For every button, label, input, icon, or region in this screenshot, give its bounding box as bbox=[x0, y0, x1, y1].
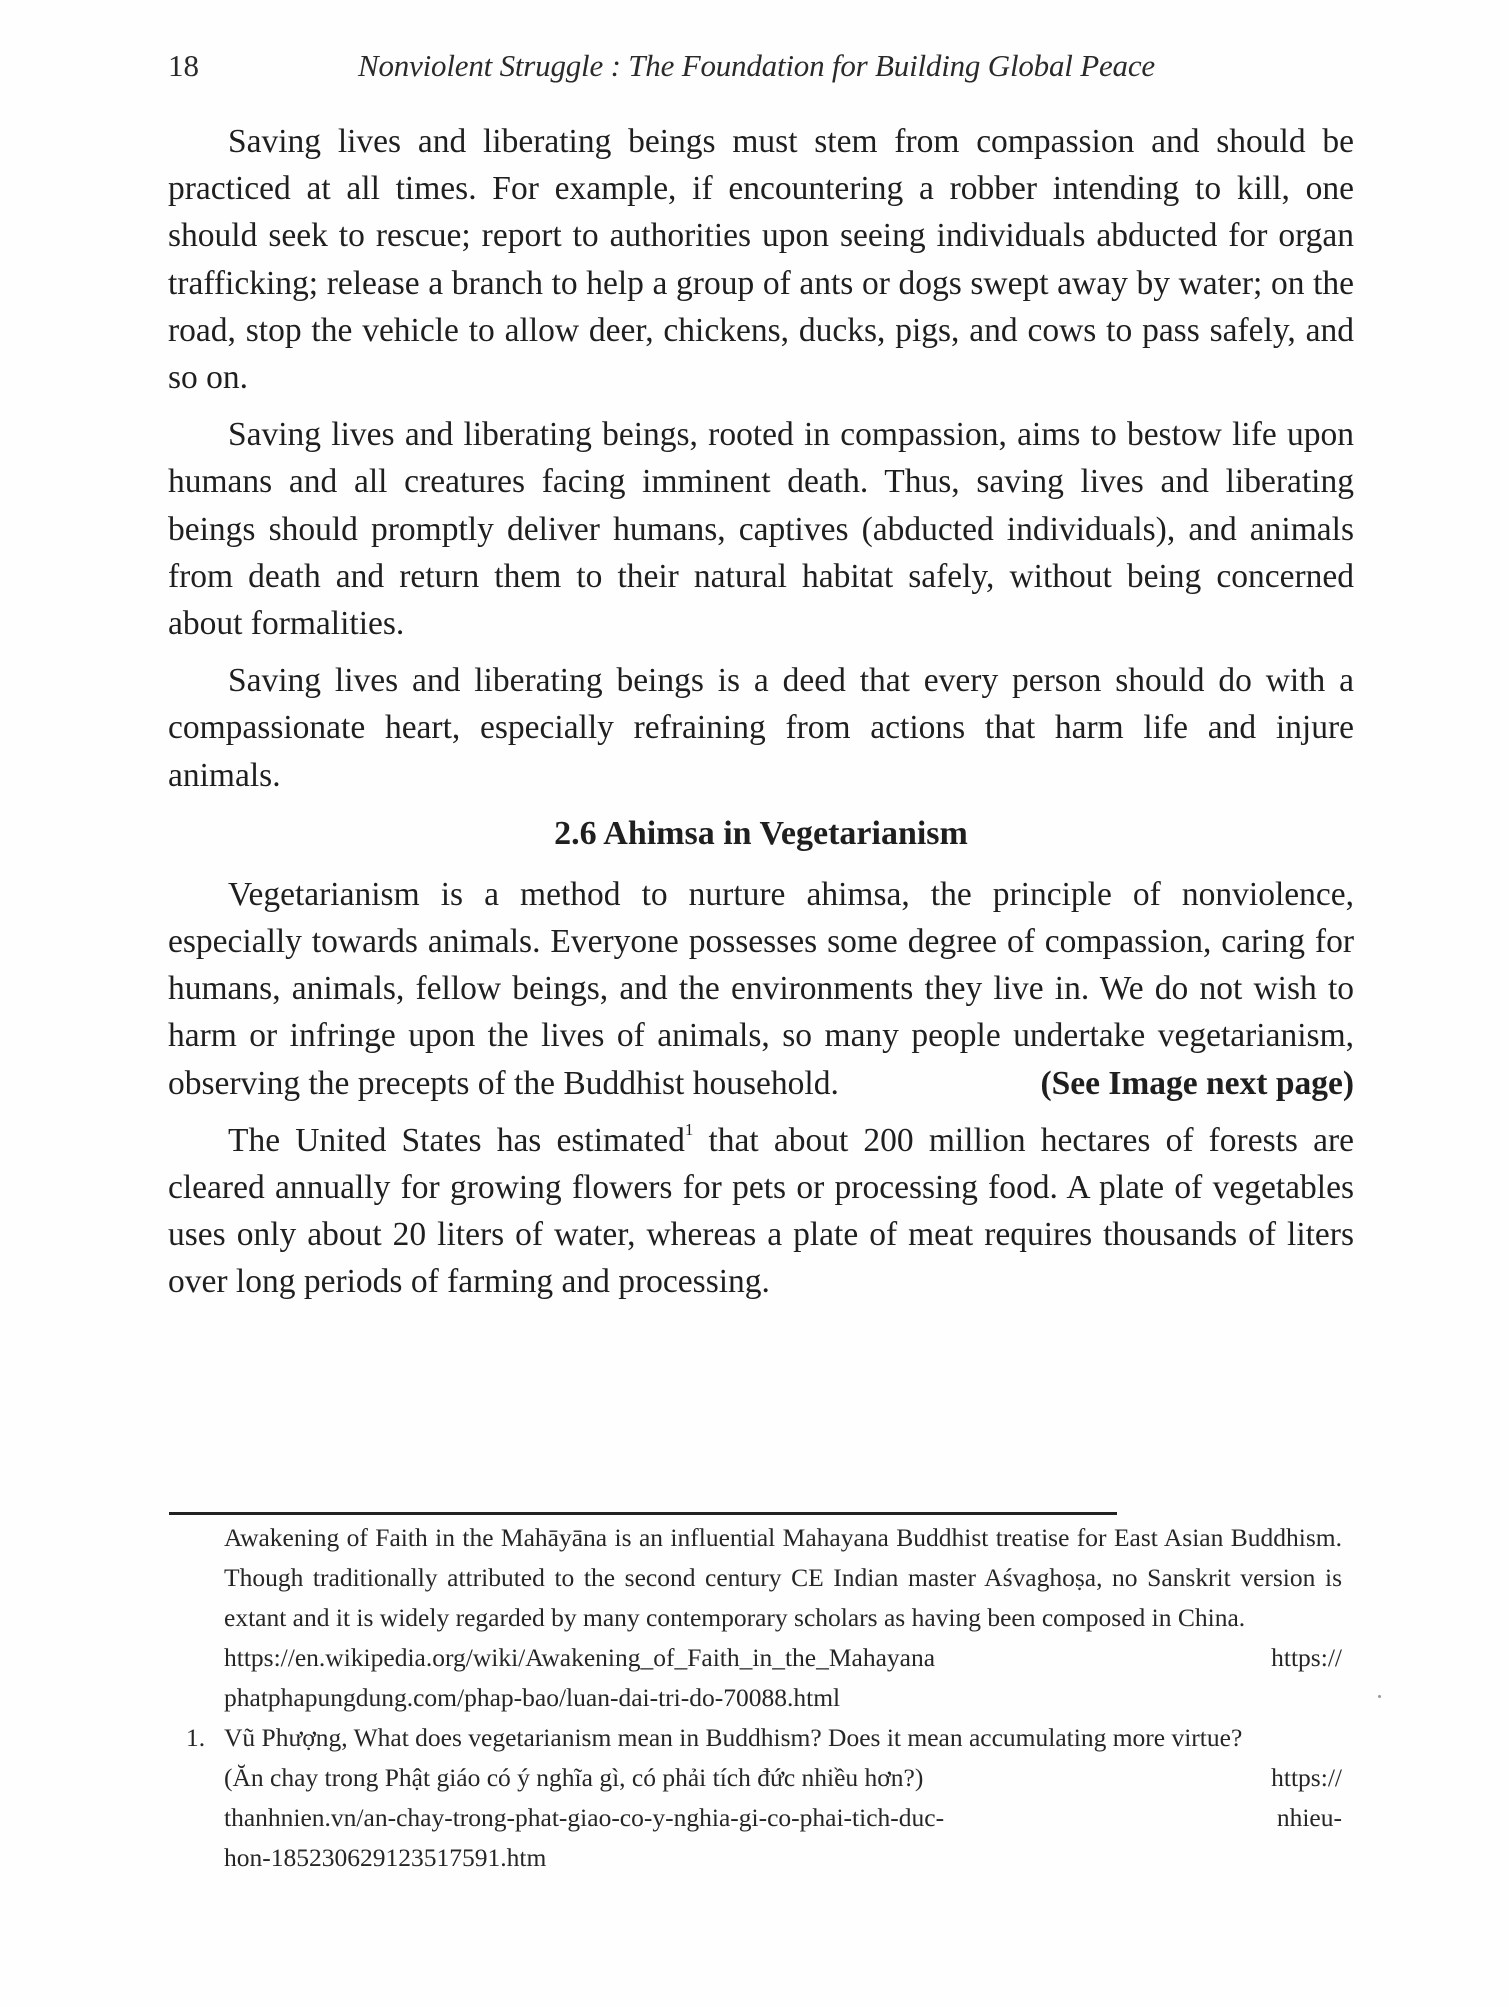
footnote-1-url-line bbox=[224, 1798, 1342, 1838]
footnote-reference[interactable]: 1 bbox=[684, 1119, 694, 1139]
paragraph-vegetarianism-2-end: that about 200 million hectares of forests are cleared annually for growing flowers for pets or processing food. A plate of vegetables uses only about 20 liters of water, whereas a plate of meat requires thousands of liters over long periods of farming and processing. bbox=[168, 1121, 1354, 1301]
paragraph-vegetarianism-2-start: The United States has estimated bbox=[228, 1121, 685, 1159]
footnote-1 bbox=[186, 1718, 1342, 1878]
footnote-link-phatphap-start[interactable]: https:// bbox=[1271, 1643, 1342, 1672]
footnote-1-link-end[interactable]: hon-185230629123517591.htm bbox=[224, 1843, 547, 1872]
running-title: Nonviolent Struggle : The Foundation for Building Global Peace bbox=[358, 48, 1155, 83]
page-number: 18 bbox=[168, 48, 199, 83]
paragraph-vegetarianism-2 bbox=[168, 1117, 1354, 1306]
footnote-1-link-start[interactable]: https:// bbox=[1271, 1763, 1342, 1792]
see-image-note: (See Image next page) bbox=[1040, 1064, 1354, 1102]
paragraph-saving-lives-2: Saving lives and liberating beings, rooted in compassion, aims to bestow life upon humans and all creatures facing imminent death. Thus, saving lives and liberating beings should promptly deliver humans, captives (abducted individuals), and animals from death and return them to their natural habitat safely, without being concerned about formalities. bbox=[168, 416, 1354, 643]
scan-speck bbox=[1378, 1695, 1381, 1698]
footnote-link-phatphap[interactable]: phatphapungdung.com/phap-bao/luan-dai-tri-do-70088.html bbox=[224, 1683, 841, 1712]
footnote-awakening-of-faith: Awakening of Faith in the Mahāyāna is an influential Mahayana Buddhist treatise for East Asian Buddhism. Though traditionally attributed to the second century CE Indian master Aśvaghoṣa, no Sanskrit version is extant and it is widely regarded by many contemporary scholars as having been composed in China. bbox=[224, 1523, 1342, 1632]
footnote-link-wikipedia[interactable]: https://en.wikipedia.org/wiki/Awakening_of_Faith_in_the_Mahayana bbox=[224, 1643, 936, 1672]
body-text bbox=[168, 118, 1354, 1316]
running-header bbox=[168, 42, 1353, 90]
footnote-1-link-mid-end[interactable]: nhieu- bbox=[1276, 1803, 1342, 1832]
footnote-divider bbox=[169, 1512, 1117, 1515]
footnotes bbox=[186, 1518, 1342, 1878]
paragraph-vegetarianism-1-text: Vegetarianism is a method to nurture ahimsa, the principle of nonviolence, especially towards animals. Everyone possesses some degree of compassion, caring for humans, animals, fellow beings, and the environments they live in. We do not wish to harm or infringe upon the lives of animals, so many people undertake vegetarianism, observing the precepts of the Buddhist household. bbox=[168, 875, 1354, 1102]
footnote-1-title-line bbox=[224, 1758, 1342, 1798]
paragraph-vegetarianism-1 bbox=[168, 871, 1354, 1107]
footnote-1-citation: Vũ Phượng, What does vegetarianism mean in Buddhism? Does it mean accumulating more virtue? bbox=[224, 1723, 1243, 1752]
footnote-number: 1. bbox=[186, 1723, 206, 1752]
section-heading: 2.6 Ahimsa in Vegetarianism bbox=[554, 814, 968, 852]
footnote-url-line bbox=[224, 1638, 1342, 1678]
footnote-1-link-mid[interactable]: thanhnien.vn/an-chay-trong-phat-giao-co-y-nghia-gi-co-phai-tich-duc- bbox=[224, 1803, 945, 1832]
paragraph-saving-lives-1: Saving lives and liberating beings must stem from compassion and should be practiced at all times. For example, if encountering a robber intending to kill, one should seek to rescue; report to authorities upon seeing individuals abducted for organ trafficking; release a branch to help a group of ants or dogs swept away by water; on the road, stop the vehicle to allow deer, chickens, ducks, pigs, and cows to pass safely, and so on. bbox=[168, 123, 1354, 397]
footnote-1-original-title: (Ăn chay trong Phật giáo có ý nghĩa gì, có phải tích đức nhiều hơn?) bbox=[224, 1763, 924, 1792]
paragraph-saving-lives-3: Saving lives and liberating beings is a deed that every person should do with a compassionate heart, especially refraining from actions that harm life and injure animals. bbox=[168, 662, 1354, 794]
